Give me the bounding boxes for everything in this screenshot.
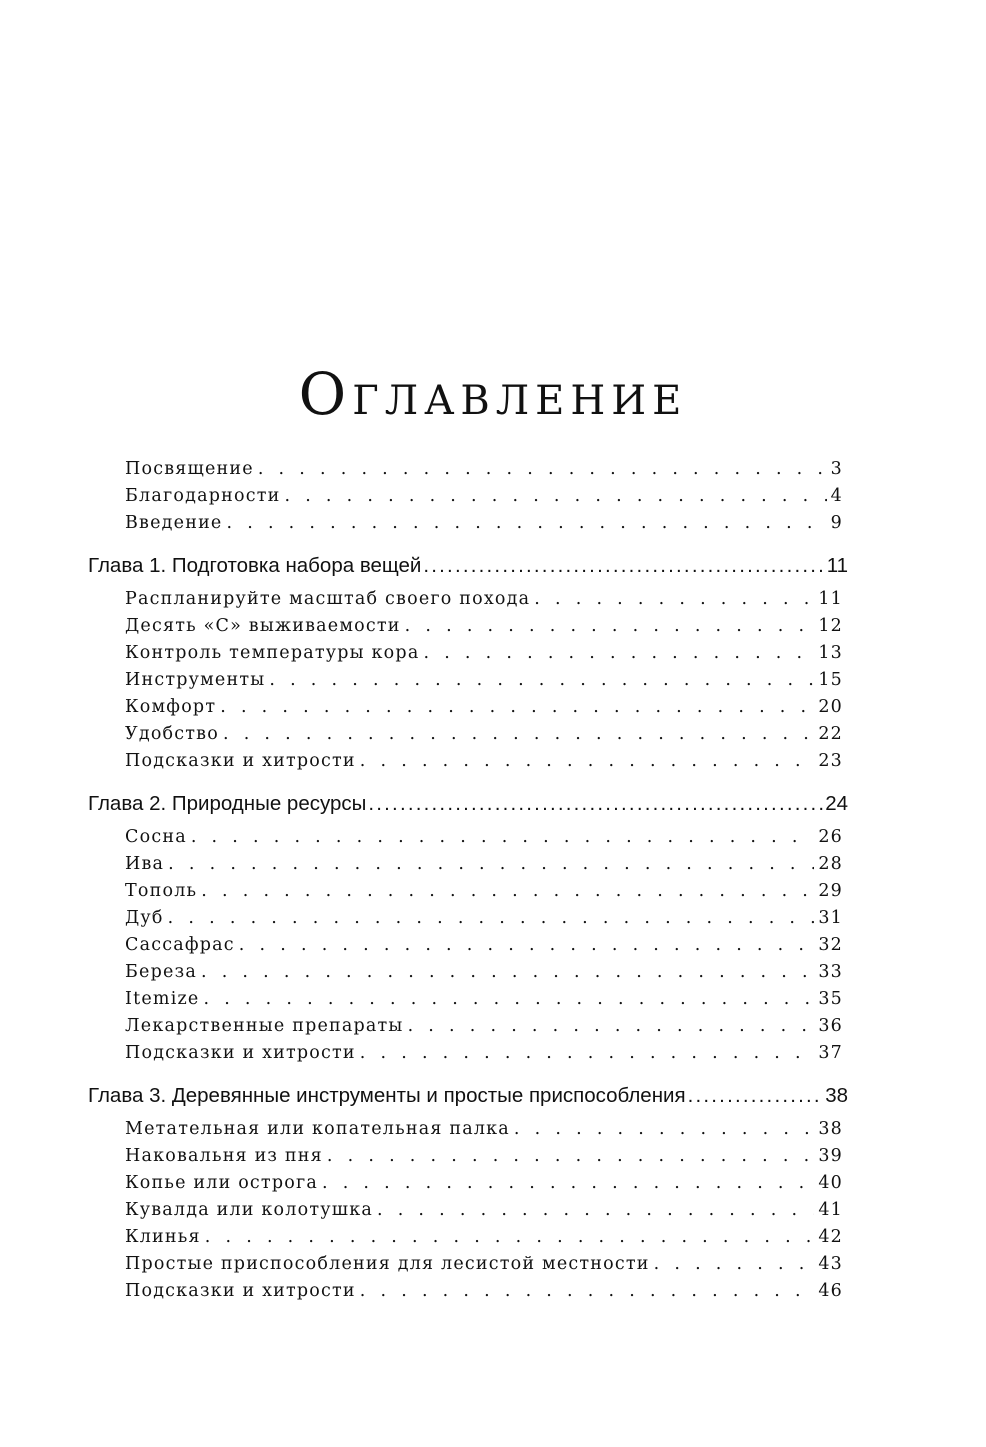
leader-dots (227, 510, 827, 537)
toc-entry-page: 20 (818, 697, 843, 717)
chapter-label: Глава 1. Подготовка набора вещей (88, 554, 422, 577)
toc-entry-page: 11 (818, 589, 843, 609)
toc-entry-label: Комфорт (125, 697, 217, 717)
toc-entry[interactable] (125, 905, 843, 932)
leader-dots (360, 1040, 815, 1067)
toc-entry-page: 29 (818, 881, 843, 901)
chapter-2 (88, 788, 848, 1067)
toc-entry[interactable] (125, 613, 843, 640)
leader-dots (360, 748, 815, 775)
toc-entry-label: Сосна (125, 827, 187, 847)
leader-dots (423, 550, 824, 582)
leader-dots (168, 851, 814, 878)
toc-entry[interactable] (125, 586, 843, 613)
toc-entry-label: Клинья (125, 1227, 201, 1247)
toc-entry[interactable] (125, 1224, 843, 1251)
leader-dots (201, 878, 814, 905)
title-rest: ГЛАВЛЕНИЕ (352, 378, 688, 424)
leader-dots (201, 959, 814, 986)
leader-dots (220, 694, 814, 721)
toc-entry-page: 4 (830, 486, 843, 506)
toc-entry-label: Подсказки и хитрости (125, 1043, 356, 1063)
toc-entry[interactable] (125, 1013, 843, 1040)
leader-dots (205, 1224, 815, 1251)
toc-entry-page: 22 (818, 724, 843, 744)
leader-dots (514, 1116, 814, 1143)
leader-dots (405, 613, 815, 640)
toc-entry-label: Подсказки и хитрости (125, 1281, 356, 1301)
toc-entry-page: 23 (818, 751, 843, 771)
toc-entry-label: Береза (125, 962, 197, 982)
toc-entry[interactable] (125, 1116, 843, 1143)
toc-entry[interactable] (125, 986, 843, 1013)
toc-entry[interactable] (125, 1251, 843, 1278)
toc-entry-label: Метательная или копательная палка (125, 1119, 510, 1139)
leader-dots (168, 905, 815, 932)
toc-entry-label: Тополь (125, 881, 198, 901)
toc-entry[interactable] (125, 510, 843, 537)
toc-entry-label: Лекарственные препараты (125, 1016, 404, 1036)
toc-entry-page: 15 (818, 670, 843, 690)
toc-entry-page: 39 (818, 1146, 843, 1166)
toc-entry-label: Десять «С» выживаемости (125, 616, 401, 636)
toc-entry-page: 13 (818, 643, 843, 663)
leader-dots (360, 1278, 815, 1305)
toc-entry[interactable] (125, 1040, 843, 1067)
chapter-page: 11 (826, 554, 848, 577)
toc-entry-page: 9 (830, 513, 843, 533)
toc-entry-label: Контроль температуры кора (125, 643, 420, 663)
toc-entry[interactable] (125, 456, 843, 483)
chapter-heading[interactable] (88, 1080, 848, 1112)
toc-entry-label: Инструменты (125, 670, 266, 690)
toc-entry[interactable] (125, 640, 843, 667)
leader-dots (688, 1080, 824, 1112)
toc-entry-page: 28 (818, 854, 843, 874)
toc-entry[interactable] (125, 1197, 843, 1224)
toc-entry-label: Кувалда или колотушка (125, 1200, 373, 1220)
toc-entry-page: 38 (818, 1119, 843, 1139)
chapter-heading[interactable] (88, 550, 848, 582)
chapter-1 (88, 550, 848, 775)
toc-entry[interactable] (125, 1170, 843, 1197)
leader-dots (269, 667, 814, 694)
toc-entry[interactable] (125, 878, 843, 905)
toc-entry-page: 31 (818, 908, 843, 928)
toc-entry-label: Копье или острога (125, 1173, 318, 1193)
toc-entry[interactable] (125, 483, 843, 510)
front-matter (88, 456, 848, 537)
toc-entry-page: 3 (830, 459, 843, 479)
leader-dots (203, 986, 814, 1013)
toc-entry[interactable] (125, 667, 843, 694)
toc-entry-page: 41 (818, 1200, 843, 1220)
toc-entry-page: 43 (818, 1254, 843, 1274)
toc-entry[interactable] (125, 748, 843, 775)
toc-entry-label: Дуб (125, 908, 164, 928)
toc-entry-label: Введение (125, 513, 223, 533)
toc-entry-page: 36 (818, 1016, 843, 1036)
title-initial: О (298, 360, 353, 428)
leader-dots (284, 483, 826, 510)
toc-entry-page: 35 (818, 989, 843, 1009)
toc-entry-label: Простые приспособления для лесистой местности (125, 1254, 650, 1274)
toc-entry-page: 40 (818, 1173, 843, 1193)
toc-entry[interactable] (125, 694, 843, 721)
toc-entry-page: 32 (818, 935, 843, 955)
chapter-label: Глава 2. Природные ресурсы (88, 792, 367, 815)
toc-entry-page: 46 (818, 1281, 843, 1301)
toc-entry-label: Ива (125, 854, 165, 874)
toc-entry-label: Сассафрас (125, 935, 235, 955)
toc-entry[interactable] (125, 824, 843, 851)
leader-dots (327, 1143, 814, 1170)
toc-entry[interactable] (125, 932, 843, 959)
toc-entry-page: 33 (818, 962, 843, 982)
leader-dots (322, 1170, 814, 1197)
leader-dots (239, 932, 815, 959)
chapter-heading[interactable] (88, 788, 848, 820)
leader-dots (534, 586, 814, 613)
toc-entry-label: Наковальня из пня (125, 1146, 323, 1166)
leader-dots (258, 456, 827, 483)
chapter-label: Глава 3. Деревянные инструменты и простые приспособления (88, 1084, 686, 1107)
toc-entry-label: Удобство (125, 724, 219, 744)
toc-entry-label: Распланируйте масштаб своего похода (125, 589, 531, 609)
toc-entry-label: Благодарности (125, 486, 281, 506)
toc-entry-page: 26 (818, 827, 843, 847)
toc-entry-page: 12 (818, 616, 843, 636)
leader-dots (423, 640, 814, 667)
chapter-page: 38 (825, 1084, 848, 1107)
table-of-contents (88, 456, 848, 1305)
leader-dots (223, 721, 814, 748)
leader-dots (654, 1251, 815, 1278)
toc-entry[interactable] (125, 851, 843, 878)
leader-dots (191, 824, 815, 851)
leader-dots (408, 1013, 815, 1040)
toc-entry[interactable] (125, 721, 843, 748)
toc-entry[interactable] (125, 959, 843, 986)
chapter-3 (88, 1080, 848, 1305)
toc-entry-label: Посвящение (125, 459, 254, 479)
toc-entry-label: Itemize (125, 989, 200, 1009)
toc-entry[interactable] (125, 1278, 843, 1305)
toc-entry-page: 37 (818, 1043, 843, 1063)
leader-dots (377, 1197, 814, 1224)
page-title (0, 360, 986, 428)
toc-entry-page: 42 (818, 1227, 843, 1247)
toc-entry[interactable] (125, 1143, 843, 1170)
toc-entry-label: Подсказки и хитрости (125, 751, 356, 771)
leader-dots (368, 788, 823, 820)
chapter-page: 24 (825, 792, 848, 815)
